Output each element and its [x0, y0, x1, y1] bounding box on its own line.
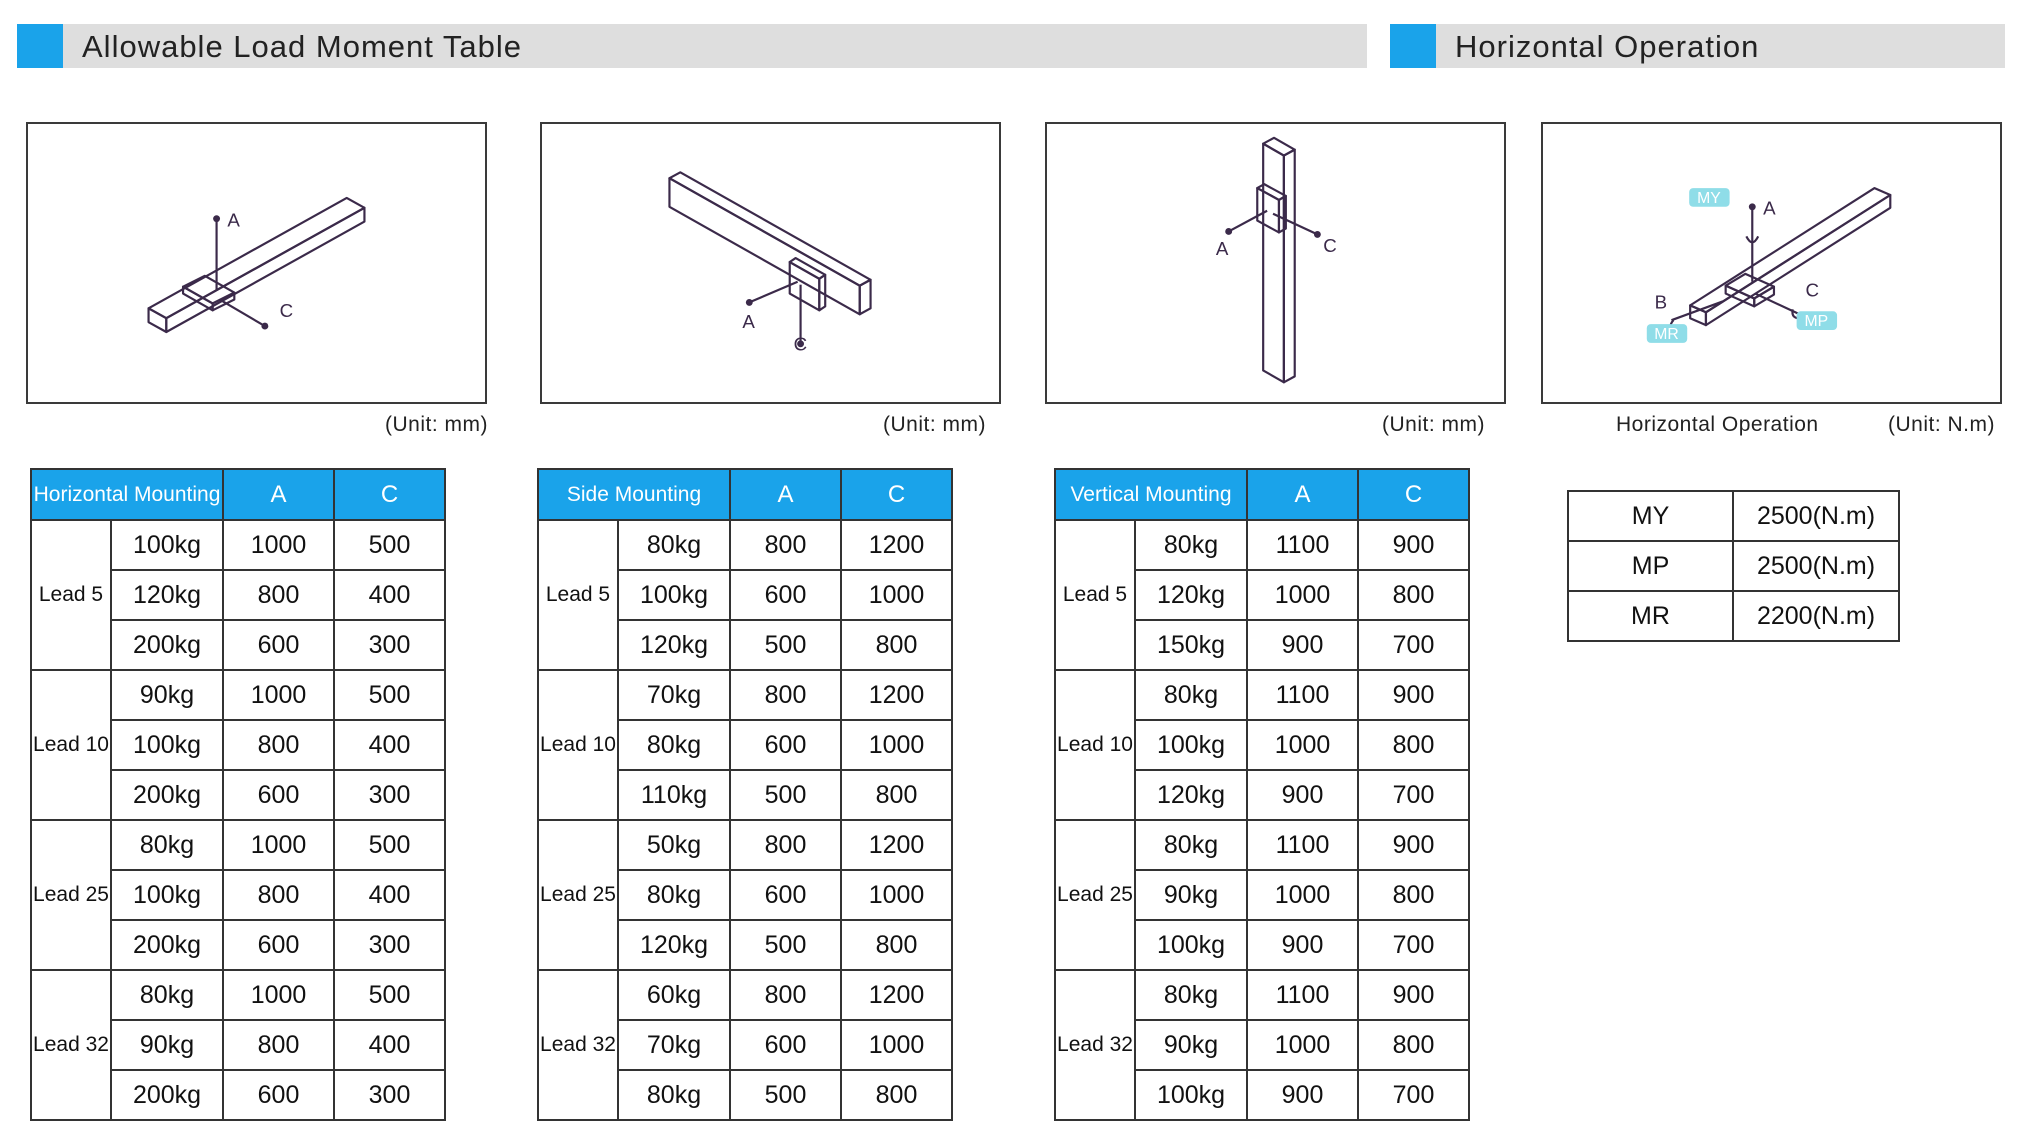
- c-cell: 800: [841, 770, 952, 820]
- unit-caption: (Unit: mm): [385, 413, 488, 436]
- load-cell: 80kg: [618, 520, 730, 570]
- label-a: A: [1215, 238, 1229, 260]
- c-cell: 900: [1358, 970, 1469, 1020]
- load-cell: 120kg: [111, 570, 223, 620]
- lead-cell: Lead 25: [31, 820, 111, 970]
- unit-caption: (Unit: mm): [883, 413, 986, 436]
- horizontal-mounting-table: [30, 468, 446, 1121]
- a-cell: 800: [730, 670, 841, 720]
- c-cell: 900: [1358, 820, 1469, 870]
- a-cell: 1000: [1247, 570, 1358, 620]
- a-cell: 1100: [1247, 820, 1358, 870]
- c-cell: 1200: [841, 520, 952, 570]
- a-cell: 600: [223, 1070, 334, 1120]
- load-cell: 90kg: [1135, 1020, 1247, 1070]
- load-cell: 120kg: [618, 620, 730, 670]
- load-cell: 110kg: [618, 770, 730, 820]
- c-cell: 300: [334, 920, 445, 970]
- a-cell: 900: [1247, 920, 1358, 970]
- c-cell: 800: [1358, 1020, 1469, 1070]
- a-cell: 1000: [223, 970, 334, 1020]
- label-mp: MP: [1804, 313, 1829, 331]
- a-cell: 600: [730, 1020, 841, 1070]
- moment-name: MP: [1568, 541, 1733, 591]
- load-cell: 200kg: [111, 770, 223, 820]
- table-title: Vertical Mounting: [1055, 469, 1247, 520]
- a-cell: 500: [730, 620, 841, 670]
- lead-cell: Lead 10: [538, 670, 618, 820]
- section-title: Allowable Load Moment Table: [82, 29, 523, 64]
- unit-caption: (Unit: N.m): [1888, 413, 1995, 436]
- side-mounting-table: [537, 468, 953, 1121]
- c-cell: 800: [1358, 720, 1469, 770]
- label-c: C: [1805, 279, 1820, 301]
- load-cell: 100kg: [111, 720, 223, 770]
- a-cell: 1000: [223, 820, 334, 870]
- load-cell: 70kg: [618, 1020, 730, 1070]
- load-cell: 120kg: [1135, 570, 1247, 620]
- c-cell: 700: [1358, 920, 1469, 970]
- vertical-mounting-diagram: [1045, 122, 1506, 404]
- load-cell: 80kg: [111, 820, 223, 870]
- load-cell: 80kg: [618, 720, 730, 770]
- table-title: Side Mounting: [538, 469, 730, 520]
- moment-name: MR: [1568, 591, 1733, 641]
- a-cell: 1100: [1247, 970, 1358, 1020]
- c-cell: 900: [1358, 520, 1469, 570]
- lead-cell: Lead 5: [538, 520, 618, 670]
- moment-name: MY: [1568, 491, 1733, 541]
- a-cell: 800: [223, 870, 334, 920]
- label-a: A: [742, 311, 755, 333]
- c-cell: 400: [334, 720, 445, 770]
- c-cell: 400: [334, 1020, 445, 1070]
- moment-value: 2500(N.m): [1733, 541, 1899, 591]
- c-cell: 800: [841, 620, 952, 670]
- horizontal-operation-caption: Horizontal Operation: [1616, 413, 1819, 436]
- horizontal-mounting-drawing: [28, 124, 485, 402]
- a-cell: 600: [223, 620, 334, 670]
- horizontal-operation-diagram: [1541, 122, 2002, 404]
- a-cell: 800: [223, 570, 334, 620]
- c-cell: 1000: [841, 870, 952, 920]
- load-cell: 80kg: [618, 870, 730, 920]
- c-cell: 300: [334, 770, 445, 820]
- load-cell: 80kg: [1135, 670, 1247, 720]
- load-cell: 100kg: [111, 520, 223, 570]
- a-cell: 500: [730, 920, 841, 970]
- a-cell: 1100: [1247, 670, 1358, 720]
- c-cell: 700: [1358, 1070, 1469, 1120]
- c-cell: 1200: [841, 970, 952, 1020]
- lead-cell: Lead 5: [31, 520, 111, 670]
- a-cell: 600: [223, 920, 334, 970]
- c-cell: 500: [334, 520, 445, 570]
- a-cell: 1000: [1247, 1020, 1358, 1070]
- load-cell: 200kg: [111, 920, 223, 970]
- c-cell: 700: [1358, 620, 1469, 670]
- column-header-c: C: [841, 469, 952, 520]
- load-cell: 120kg: [618, 920, 730, 970]
- load-cell: 100kg: [1135, 920, 1247, 970]
- load-cell: 150kg: [1135, 620, 1247, 670]
- c-cell: 1200: [841, 670, 952, 720]
- a-cell: 800: [730, 970, 841, 1020]
- c-cell: 400: [334, 570, 445, 620]
- column-header-c: C: [334, 469, 445, 520]
- header-accent-square: [1390, 24, 1436, 68]
- column-header-a: A: [223, 469, 334, 520]
- allowable-moment-table: [1567, 490, 1900, 642]
- c-cell: 1200: [841, 820, 952, 870]
- label-c: C: [1323, 235, 1337, 257]
- vertical-mounting-drawing: [1047, 124, 1504, 402]
- load-cell: 80kg: [1135, 820, 1247, 870]
- unit-caption: (Unit: mm): [1382, 413, 1485, 436]
- vertical-mounting-table: [1054, 468, 1470, 1121]
- a-cell: 800: [223, 720, 334, 770]
- c-cell: 500: [334, 970, 445, 1020]
- load-cell: 80kg: [1135, 970, 1247, 1020]
- column-header-c: C: [1358, 469, 1469, 520]
- a-cell: 1000: [223, 520, 334, 570]
- a-cell: 500: [730, 1070, 841, 1120]
- c-cell: 800: [1358, 870, 1469, 920]
- label-mr: MR: [1654, 325, 1679, 343]
- a-cell: 900: [1247, 1070, 1358, 1120]
- c-cell: 800: [841, 1070, 952, 1120]
- table-title: Horizontal Mounting: [31, 469, 223, 520]
- c-cell: 500: [334, 820, 445, 870]
- load-cell: 70kg: [618, 670, 730, 720]
- lead-cell: Lead 25: [1055, 820, 1135, 970]
- c-cell: 800: [841, 920, 952, 970]
- a-cell: 900: [1247, 620, 1358, 670]
- load-cell: 120kg: [1135, 770, 1247, 820]
- load-cell: 80kg: [1135, 520, 1247, 570]
- a-cell: 1100: [1247, 520, 1358, 570]
- load-cell: 80kg: [111, 970, 223, 1020]
- a-cell: 600: [730, 720, 841, 770]
- a-cell: 1000: [223, 670, 334, 720]
- c-cell: 300: [334, 620, 445, 670]
- side-mounting-drawing: [542, 124, 999, 402]
- load-cell: 90kg: [111, 1020, 223, 1070]
- label-b: B: [1654, 291, 1668, 313]
- label-my: MY: [1697, 189, 1721, 207]
- a-cell: 1000: [1247, 870, 1358, 920]
- c-cell: 400: [334, 870, 445, 920]
- load-cell: 200kg: [111, 1070, 223, 1120]
- label-c: C: [279, 300, 294, 322]
- side-mounting-diagram: [540, 122, 1001, 404]
- a-cell: 800: [730, 520, 841, 570]
- label-a: A: [227, 209, 240, 231]
- a-cell: 800: [223, 1020, 334, 1070]
- c-cell: 1000: [841, 570, 952, 620]
- a-cell: 600: [223, 770, 334, 820]
- c-cell: 700: [1358, 770, 1469, 820]
- a-cell: 600: [730, 870, 841, 920]
- a-cell: 1000: [1247, 720, 1358, 770]
- horizontal-operation-drawing: [1543, 124, 2000, 402]
- section-header-load-moment: [17, 24, 1367, 68]
- lead-cell: Lead 32: [1055, 970, 1135, 1120]
- a-cell: 600: [730, 570, 841, 620]
- lead-cell: Lead 25: [538, 820, 618, 970]
- load-cell: 200kg: [111, 620, 223, 670]
- load-cell: 100kg: [1135, 720, 1247, 770]
- lead-cell: Lead 32: [538, 970, 618, 1120]
- c-cell: 1000: [841, 720, 952, 770]
- a-cell: 800: [730, 820, 841, 870]
- label-a: A: [1763, 197, 1776, 219]
- c-cell: 500: [334, 670, 445, 720]
- label-c: C: [793, 333, 808, 355]
- lead-cell: Lead 10: [1055, 670, 1135, 820]
- load-cell: 90kg: [111, 670, 223, 720]
- moment-value: 2500(N.m): [1733, 491, 1899, 541]
- horizontal-mounting-diagram: [26, 122, 487, 404]
- load-cell: 100kg: [618, 570, 730, 620]
- load-cell: 90kg: [1135, 870, 1247, 920]
- c-cell: 300: [334, 1070, 445, 1120]
- load-cell: 60kg: [618, 970, 730, 1020]
- section-header-horizontal-operation: [1390, 24, 2005, 68]
- load-cell: 50kg: [618, 820, 730, 870]
- c-cell: 900: [1358, 670, 1469, 720]
- a-cell: 900: [1247, 770, 1358, 820]
- c-cell: 800: [1358, 570, 1469, 620]
- header-accent-square: [17, 24, 63, 68]
- column-header-a: A: [730, 469, 841, 520]
- load-cell: 100kg: [111, 870, 223, 920]
- column-header-a: A: [1247, 469, 1358, 520]
- c-cell: 1000: [841, 1020, 952, 1070]
- lead-cell: Lead 32: [31, 970, 111, 1120]
- lead-cell: Lead 5: [1055, 520, 1135, 670]
- load-cell: 80kg: [618, 1070, 730, 1120]
- lead-cell: Lead 10: [31, 670, 111, 820]
- load-cell: 100kg: [1135, 1070, 1247, 1120]
- moment-value: 2200(N.m): [1733, 591, 1899, 641]
- a-cell: 500: [730, 770, 841, 820]
- section-title: Horizontal Operation: [1455, 29, 1760, 64]
